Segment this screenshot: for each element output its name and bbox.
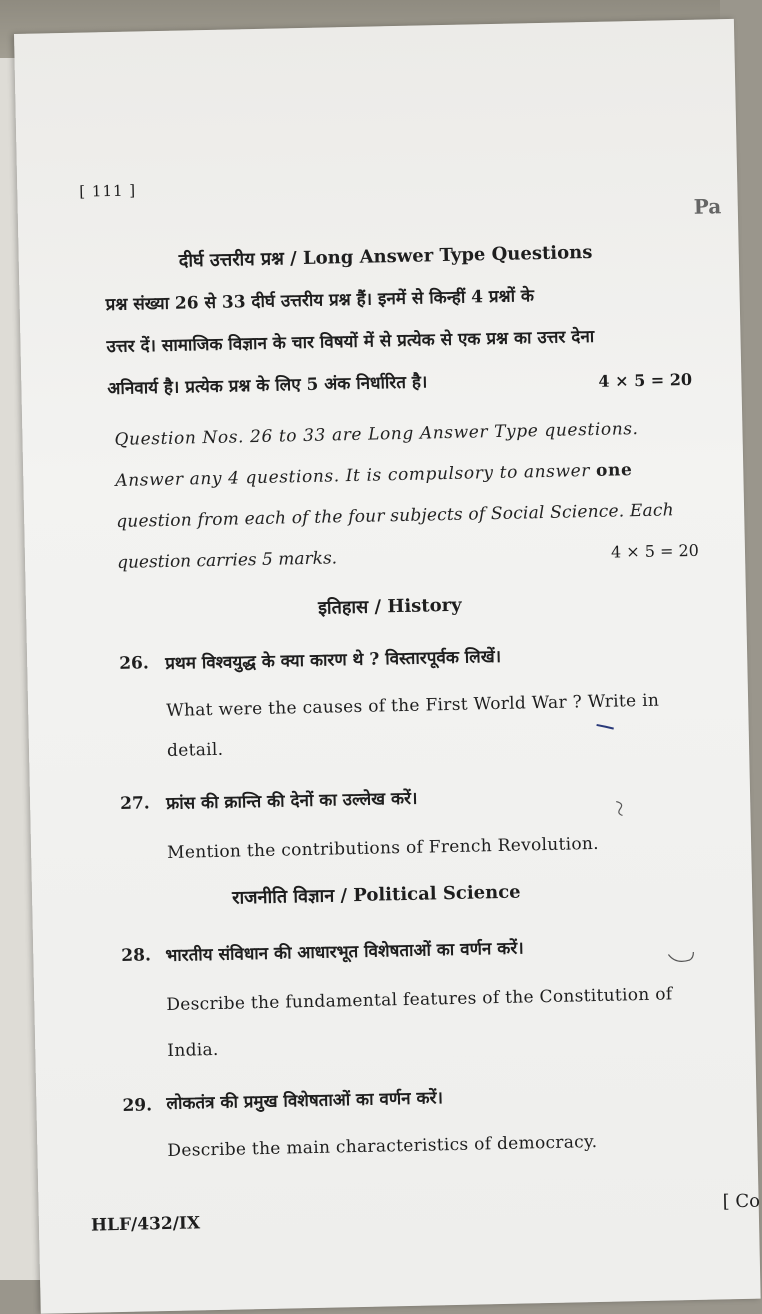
question-text-english: India. — [167, 1039, 219, 1062]
question-number: 27. — [119, 793, 150, 814]
english-instruction-line: Question Nos. 26 to 33 are Long Answer Type questions. — [114, 419, 639, 450]
pen-mark-icon — [665, 948, 697, 969]
pen-mark-icon — [610, 797, 630, 819]
instructions-title: दीर्घ उत्तरीय प्रश्न / Long Answer Type Questions — [178, 241, 593, 272]
english-instruction-line — [115, 460, 632, 491]
question-text-hindi: भारतीय संविधान की आधारभूत विशेषताओं का वर्णन करें। — [165, 938, 524, 967]
hindi-instruction-line: प्रश्न संख्या 26 से 33 दीर्घ उत्तरीय प्रश्न हैं। इनमें से किन्हीं 4 प्रश्नों के — [105, 286, 535, 316]
english-instruction-line: question carries 5 marks. — [116, 548, 338, 573]
question-text-english: detail. — [166, 739, 224, 761]
question-text-english: Describe the fundamental features of the Constitution of — [166, 984, 673, 1016]
paper-code: HLF/432/IX — [90, 1213, 201, 1236]
question-text-english: Describe the main characteristics of democracy. — [167, 1132, 598, 1162]
question-text-hindi: प्रथम विश्वयुद्ध के क्या कारण थे ? विस्तारपूर्वक लिखें। — [165, 646, 502, 674]
page-number: [ 111 ] — [79, 181, 137, 201]
question-text-english: Mention the contributions of French Revolution. — [166, 833, 600, 863]
english-marks: 4 × 5 = 20 — [610, 540, 700, 562]
hindi-instruction-line: अनिवार्य है। प्रत्येक प्रश्न के लिए 5 अंक निर्धारित है। — [107, 372, 428, 400]
english-instruction-line: question from each of the four subjects of Social Science. Each — [116, 500, 674, 532]
bold-word-one: one — [595, 460, 633, 481]
pen-mark-icon — [593, 717, 617, 733]
question-number: 29. — [122, 1095, 153, 1116]
section-heading-political-science: राजनीति विज्ञान / Political Science — [231, 881, 521, 909]
next-page-peek: Pa — [693, 194, 722, 219]
english-instruction-text: Answer any 4 questions. It is compulsory to answer — [115, 461, 591, 491]
exam-page — [14, 19, 761, 1314]
hindi-instruction-line: उत्तर दें। सामाजिक विज्ञान के चार विषयों में से प्रत्येक से एक प्रश्न का उत्तर देना — [106, 326, 595, 358]
section-heading-history: इतिहास / History — [317, 594, 462, 619]
question-text-english: What were the causes of the First World War ? Write in — [166, 690, 660, 721]
continued-marker: [ Co — [722, 1190, 761, 1213]
question-number: 28. — [121, 945, 152, 966]
question-text-hindi: लोकतंत्र की प्रमुख विशेषताओं का वर्णन करें। — [166, 1088, 444, 1115]
question-text-hindi: फ्रांस की क्रान्ति की देनों का उल्लेख करें। — [165, 788, 418, 814]
question-number: 26. — [119, 653, 149, 674]
hindi-marks: 4 × 5 = 20 — [598, 369, 693, 391]
